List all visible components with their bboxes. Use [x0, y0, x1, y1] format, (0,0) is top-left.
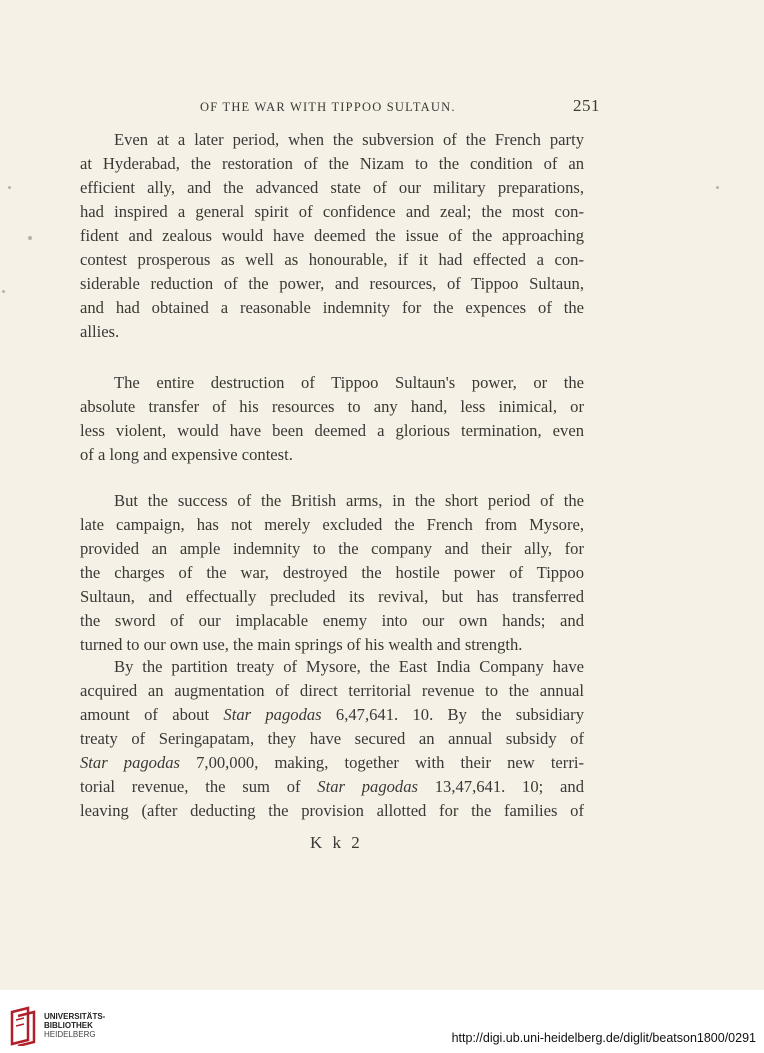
text-line: acquired an augmentation of direct territorial revenue to the annual [80, 681, 584, 700]
text-line: By the partition treaty of Mysore, the East India Company have [114, 657, 584, 676]
text-run: torial revenue, the sum of [80, 777, 318, 796]
library-name [44, 1012, 105, 1039]
text-line: had inspired a general spirit of confidence and zeal; the most con- [80, 202, 584, 221]
text-line: But the success of the British arms, in the short period of the [114, 491, 584, 510]
paragraph-3 [80, 489, 584, 657]
library-line: UNIVERSITÄTS- [44, 1012, 106, 1021]
text-line: efficient ally, and the advanced state of our military preparations, [80, 178, 584, 197]
text-line: less violent, would have been deemed a glorious termination, even [80, 421, 584, 440]
library-line: BIBLIOTHEK [44, 1021, 93, 1030]
currency-term: Star pagodas [223, 705, 322, 724]
text-line: allies. [80, 322, 120, 341]
text-line [80, 703, 584, 727]
library-logo-icon [8, 1006, 38, 1046]
text-line: contest prosperous as well as honourable, if it had effected a con- [80, 250, 584, 269]
text-line: Sultaun, and effectually precluded its revival, but has transferred [80, 587, 584, 606]
currency-term: Star pagodas [80, 753, 181, 772]
text-line: at Hyderabad, the restoration of the Nizam to the condition of an [80, 154, 584, 173]
text-line: fident and zealous would have deemed the issue of the approaching [80, 226, 584, 245]
text-line: the charges of the war, destroyed the hostile power of Tippoo [80, 563, 584, 582]
text-line: The entire destruction of Tippoo Sultaun's power, or the [114, 373, 584, 392]
signature-mark: K k 2 [310, 833, 363, 852]
text-run: amount of about [80, 705, 224, 724]
text-line: late campaign, has not merely excluded the French from Mysore, [80, 515, 584, 534]
text-line: Even at a later period, when the subversion of the French party [114, 130, 584, 149]
paragraph-2 [80, 371, 584, 467]
text-line: the sword of our implacable enemy into our own hands; and [80, 611, 584, 630]
text-line [80, 751, 584, 775]
paragraph-4 [80, 655, 584, 823]
text-run: 6,47,641. 10. By the subsidiary [321, 705, 584, 724]
text-line: treaty of Seringapatam, they have secured an annual subsidy of [80, 729, 584, 748]
running-header [200, 96, 600, 118]
text-run: 7,00,000, making, together with their new terri- [180, 753, 584, 772]
currency-term: Star pagodas [317, 777, 418, 796]
text-line: leaving (after deducting the provision allotted for the families of [80, 801, 584, 820]
header-title: OF THE WAR WITH TIPPOO SULTAUN. [200, 100, 456, 114]
library-line: HEIDELBERG [44, 1030, 96, 1039]
text-line [80, 775, 584, 799]
text-line: and had obtained a reasonable indemnity for the expences of the [80, 298, 584, 317]
text-line: absolute transfer of his resources to any hand, less inimical, or [80, 397, 584, 416]
text-line: siderable reduction of the power, and resources, of Tippoo Sultaun, [80, 274, 584, 293]
text-run: 13,47,641. 10; and [417, 777, 584, 796]
text-line: turned to our own use, the main springs of his wealth and strength. [80, 635, 523, 654]
text-line: of a long and expensive contest. [80, 445, 293, 464]
text-line: provided an ample indemnity to the company and their ally, for [80, 539, 584, 558]
page-number: 251 [573, 96, 600, 115]
paragraph-1 [80, 128, 584, 344]
source-url-link[interactable]: http://digi.ub.uni-heidelberg.de/diglit/beatson1800/0291 [451, 1031, 756, 1045]
